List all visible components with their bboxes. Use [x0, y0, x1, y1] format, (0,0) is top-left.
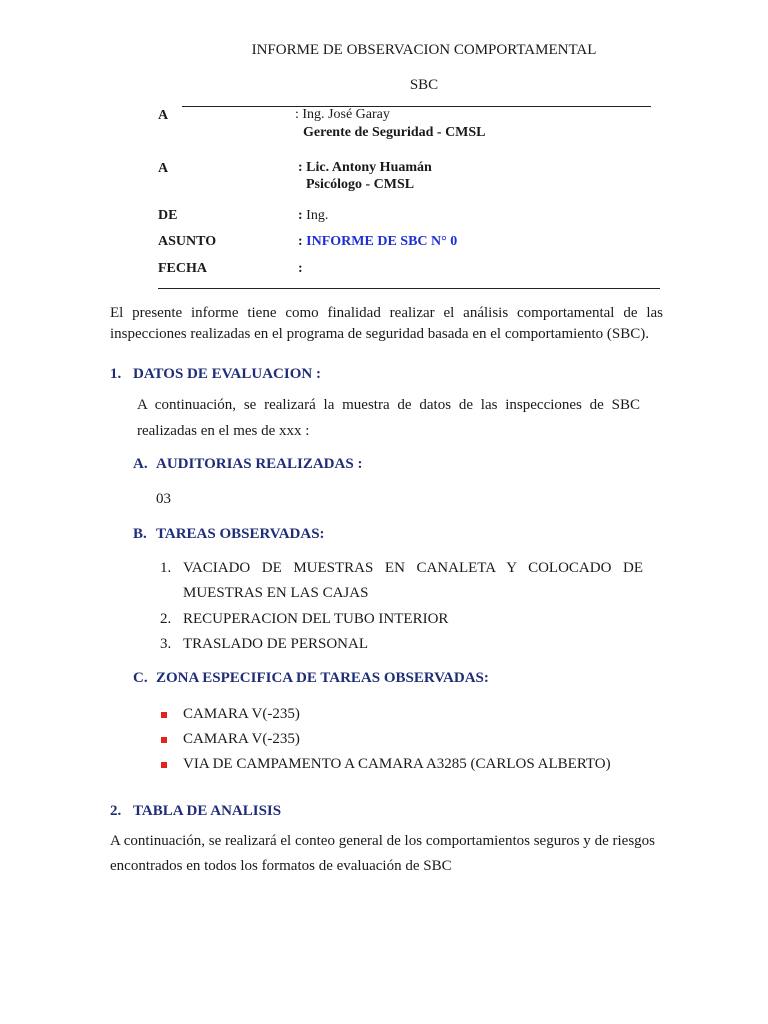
- section2-number: 2.: [110, 803, 122, 819]
- from-value-text: Ing.: [306, 208, 329, 223]
- sub-c-heading: ZONA ESPECIFICA DE TAREAS OBSERVADAS:: [156, 670, 489, 686]
- sub-b-heading: TAREAS OBSERVADAS:: [156, 526, 325, 542]
- date-label: FECHA: [158, 261, 207, 276]
- sub-c-letter: C.: [133, 670, 148, 686]
- sub-a-letter: A.: [133, 456, 148, 472]
- task-number-1: 1.: [160, 560, 172, 576]
- bullet-icon: [161, 737, 167, 743]
- section1-number: 1.: [110, 366, 122, 382]
- from-label: DE: [158, 208, 178, 223]
- sub-a-heading: AUDITORIAS REALIZADAS :: [156, 456, 363, 472]
- zone-item-2: CAMARA V(-235): [183, 731, 300, 747]
- subject-colon: :: [298, 234, 307, 249]
- header-top-rule: [182, 106, 651, 107]
- from-value: : Ing.: [298, 208, 329, 223]
- to-label-1: A: [158, 108, 169, 123]
- header-bottom-rule: [158, 288, 660, 289]
- to-role-1: Gerente de Seguridad - CMSL: [303, 125, 486, 140]
- section1-paragraph: A continuación, se realizará la muestra de datos de las inspecciones de SBC realizadas en el mes de xxx :: [137, 397, 640, 439]
- to-value-2: : Lic. Antony Huamán: [298, 160, 432, 175]
- to-role-2: Psicólogo - CMSL: [306, 177, 415, 192]
- bullet-icon: [161, 712, 167, 718]
- document-subtitle: SBC: [409, 77, 439, 93]
- bullet-icon: [161, 762, 167, 768]
- section2-paragraph: A continuación, se realizará el conteo general de los comportamientos seguros y de riesgos encontrados en todos los formatos de evaluación de SBC: [110, 833, 655, 874]
- intro-paragraph: El presente informe tiene como finalidad realizar el análisis comportamental de las inspecciones realizadas en el programa de seguridad basada en el comportamiento (SBC).: [110, 305, 663, 342]
- to-label-2: A: [158, 161, 169, 176]
- task-number-3: 3.: [160, 636, 172, 652]
- section2-heading: TABLA DE ANALISIS: [133, 803, 282, 819]
- to-value-1: : Ing. José Garay: [295, 107, 390, 122]
- zone-item-3: VIA DE CAMPAMENTO A CAMARA A3285 (CARLOS ALBERTO): [183, 756, 611, 772]
- audits-count: 03: [156, 491, 171, 507]
- task-number-2: 2.: [160, 611, 172, 627]
- date-value: :: [298, 261, 303, 276]
- task-text-2: RECUPERACION DEL TUBO INTERIOR: [183, 611, 449, 627]
- document-title: INFORME DE OBSERVACION COMPORTAMENTAL: [251, 42, 597, 58]
- zone-item-1: CAMARA V(-235): [183, 706, 300, 722]
- sub-b-letter: B.: [133, 526, 147, 542]
- task-text-1: VACIADO DE MUESTRAS EN CANALETA Y COLOCADO DE MUESTRAS EN LAS CAJAS: [183, 560, 643, 601]
- subject-text: INFORME DE SBC N° 0: [306, 234, 458, 249]
- subject-label: ASUNTO: [158, 234, 217, 249]
- section1-heading: DATOS DE EVALUACION :: [133, 366, 321, 382]
- subject-value: [298, 234, 457, 250]
- task-text-3: TRASLADO DE PERSONAL: [183, 636, 369, 652]
